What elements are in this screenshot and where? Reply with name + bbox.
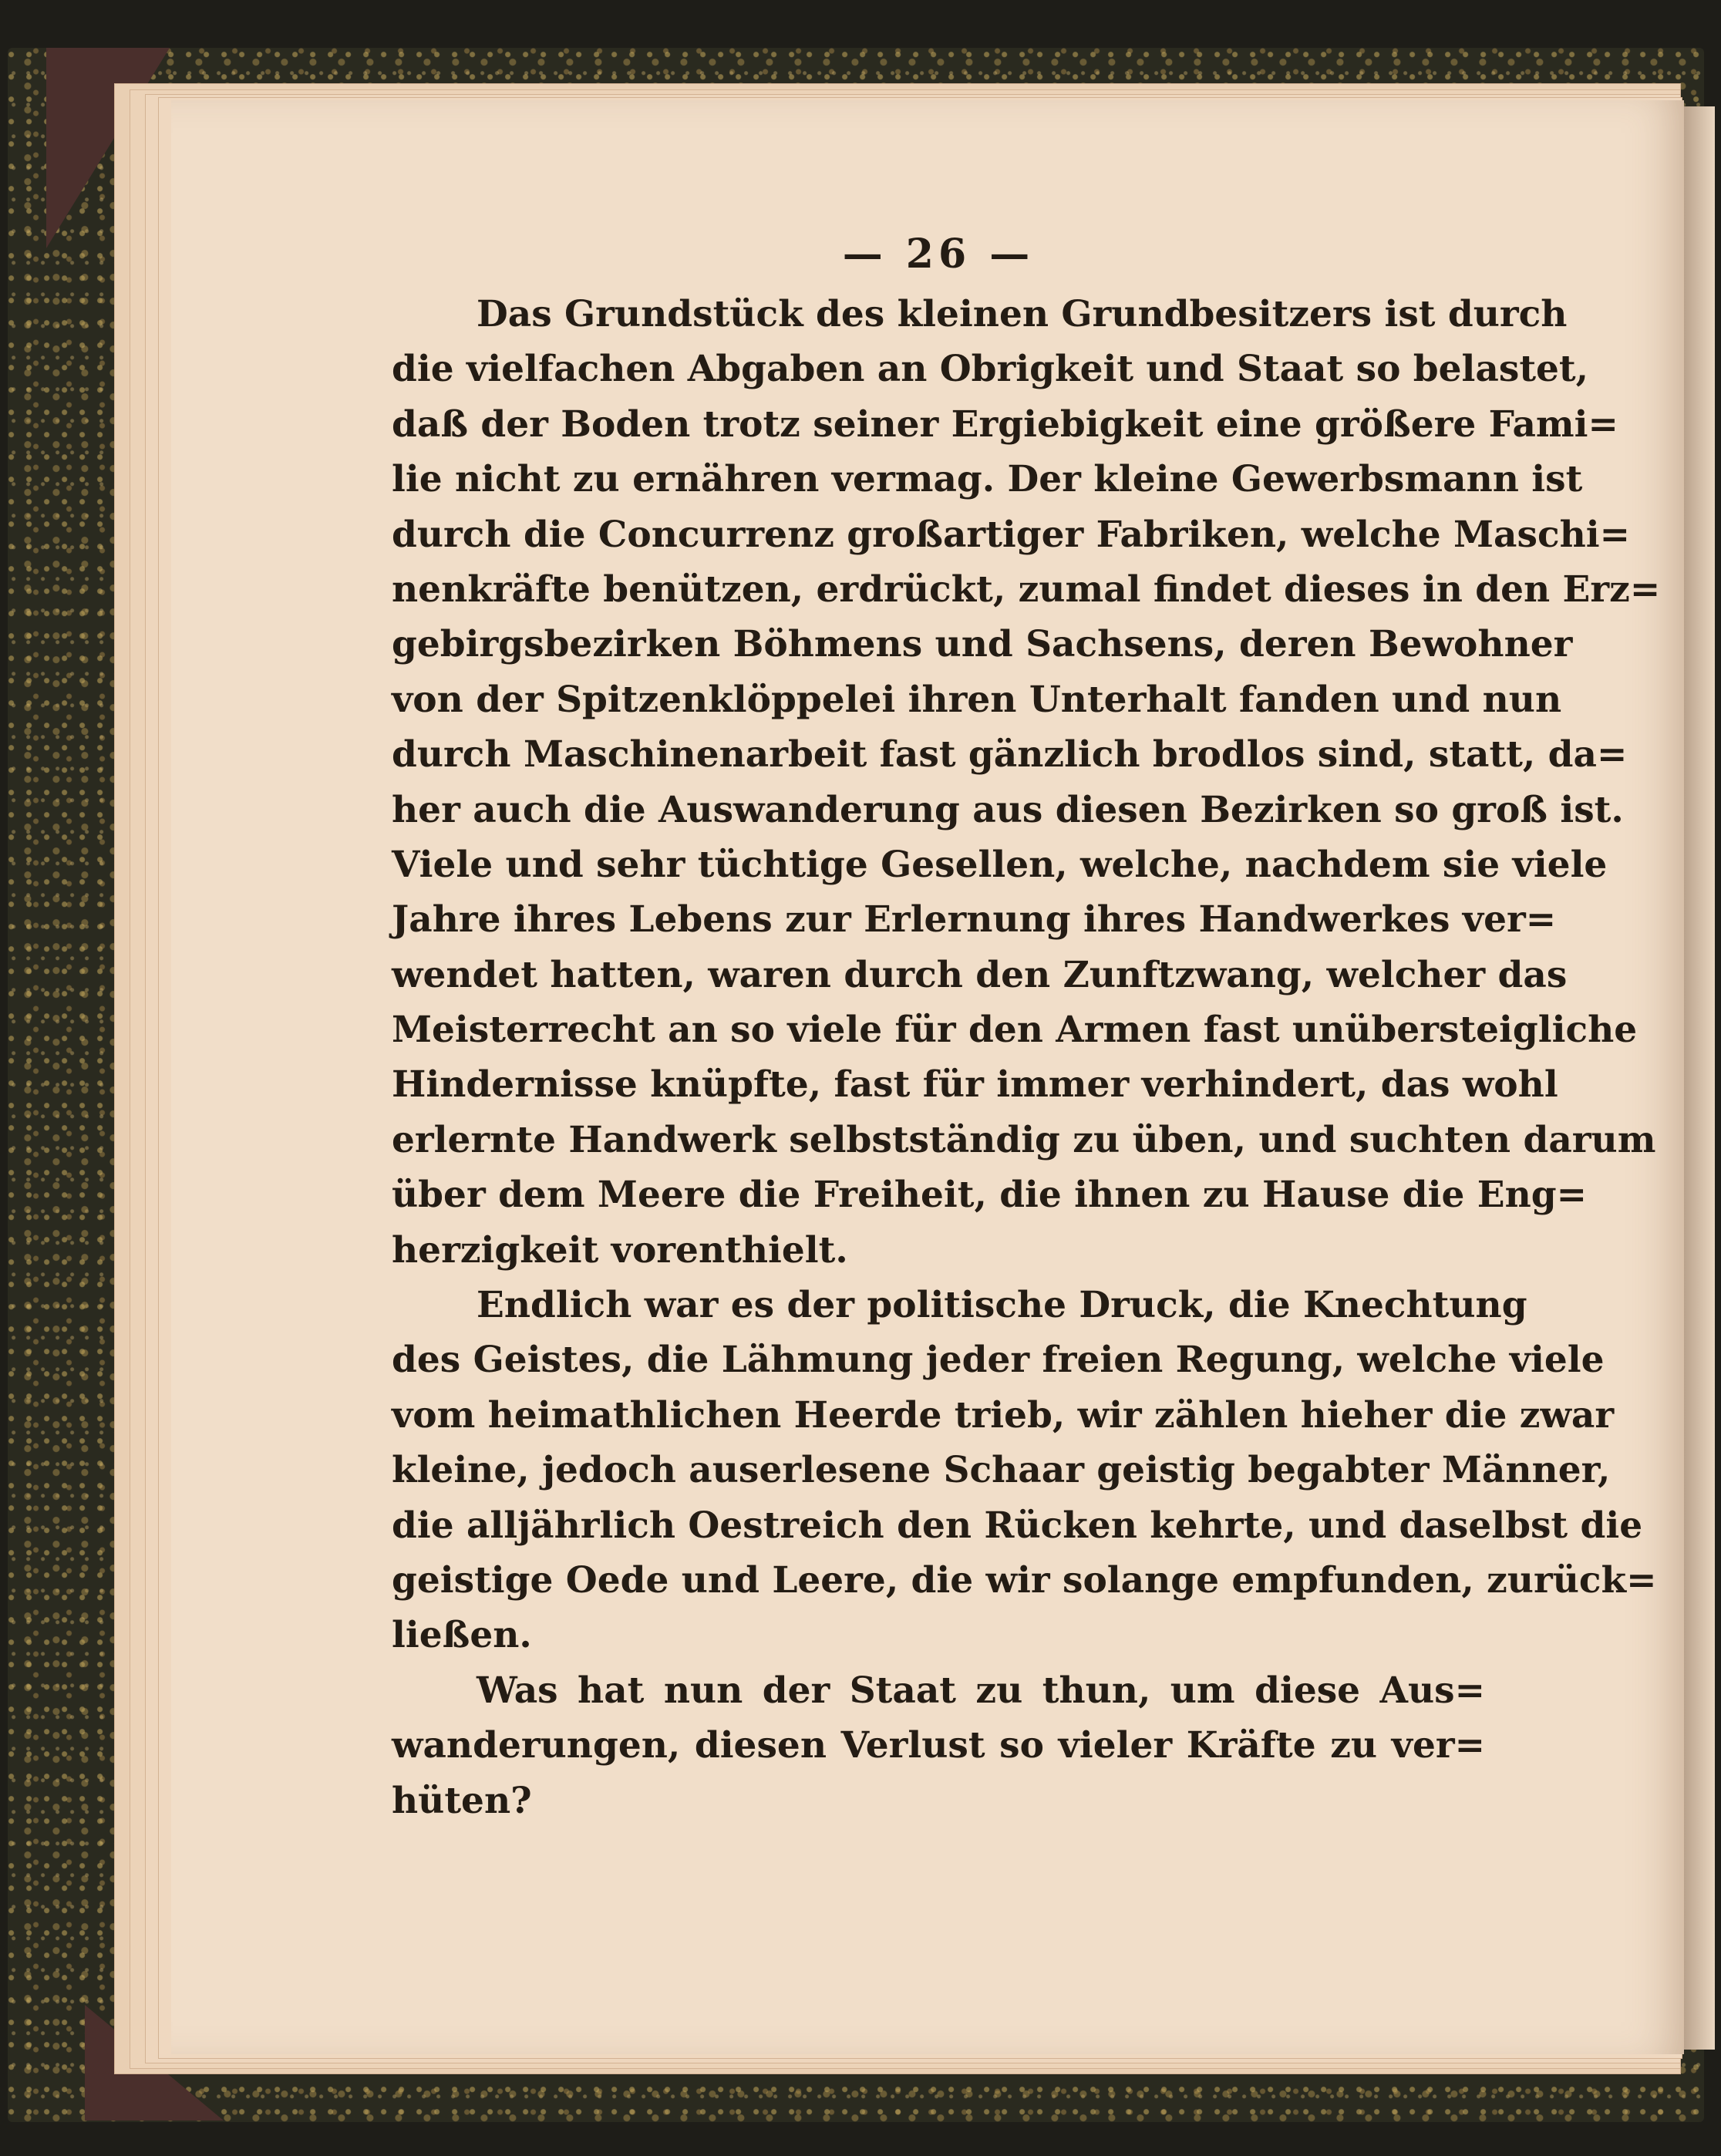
page-text [392,231,1661,1828]
text-line: durch die Concurrenz großartiger Fabriken, welche Maschi= [392,513,1630,556]
text-line: die alljährlich Oestreich den Rücken kehrte, und daselbst die [392,1504,1643,1547]
text-line: gebirgsbezirken Böhmens und Sachsens, deren Bewohner [392,623,1573,666]
text-line: kleine, jedoch auserlesene Schaar geistig begabter Männer, [392,1449,1611,1492]
text-line: vom heimathlichen Heerde trieb, wir zählen hieher die zwar [392,1393,1615,1437]
text-line: erlernte Handwerk selbstständig zu üben, und suchten darum [392,1118,1656,1161]
text-line: die vielfachen Abgaben an Obrigkeit und Staat so belastet, [392,348,1589,391]
text-line: wanderungen, diesen Verlust so vieler Kräfte zu ver= [392,1724,1485,1767]
text-line: geistige Oede und Leere, die wir solange empfunden, zurück= [392,1558,1657,1602]
paragraph-1 [392,287,1661,1278]
text-line: Jahre ihres Lebens zur Erlernung ihres Handwerkes ver= [392,898,1557,942]
text-line: ließen. [392,1614,532,1657]
text-line: Das Grundstück des kleinen Grundbesitzers ist durch [477,293,1568,335]
facing-page-edge [1684,106,1715,2050]
text-line: daß der Boden trotz seiner Ergiebigkeit eine größere Fami= [392,403,1618,446]
text-line: wendet hatten, waren durch den Zunftzwang, welcher das [392,953,1568,996]
text-line: her auch die Auswanderung aus diesen Bezirken so groß ist. [392,788,1624,831]
page-number: — 26 — [842,231,1035,278]
text-line: lie nicht zu ernähren vermag. Der kleine Gewerbsmann ist [392,458,1583,501]
text-line: Meisterrecht an so viele für den Armen fast unübersteigliche [392,1009,1638,1052]
paragraph-2 [392,1278,1657,1663]
text-line: durch Maschinenarbeit fast gänzlich brodlos sind, statt, da= [392,733,1628,776]
text-line: von der Spitzenklöppelei ihren Unterhalt fanden und nun [392,678,1562,721]
text-line: nenkräfte benützen, erdrückt, zumal findet dieses in den Erz= [392,568,1661,611]
text-line: Endlich war es der politische Druck, die Knechtung [477,1284,1527,1327]
text-line: herzigkeit vorenthielt. [392,1228,848,1272]
text-line: Was hat nun der Staat zu thun, um diese Aus= [477,1669,1485,1712]
text-line: über dem Meere die Freiheit, die ihnen zu Hause die Eng= [392,1174,1588,1217]
text-line: Viele und sehr tüchtige Gesellen, welche, nachdem sie viele [392,843,1608,886]
paragraph-3 [392,1663,1485,1828]
text-line: des Geistes, die Lähmung jeder freien Regung, welche viele [392,1339,1605,1382]
text-line: Hindernisse knüpfte, fast für immer verhindert, das wohl [392,1063,1558,1107]
text-line: hüten? [392,1779,532,1822]
